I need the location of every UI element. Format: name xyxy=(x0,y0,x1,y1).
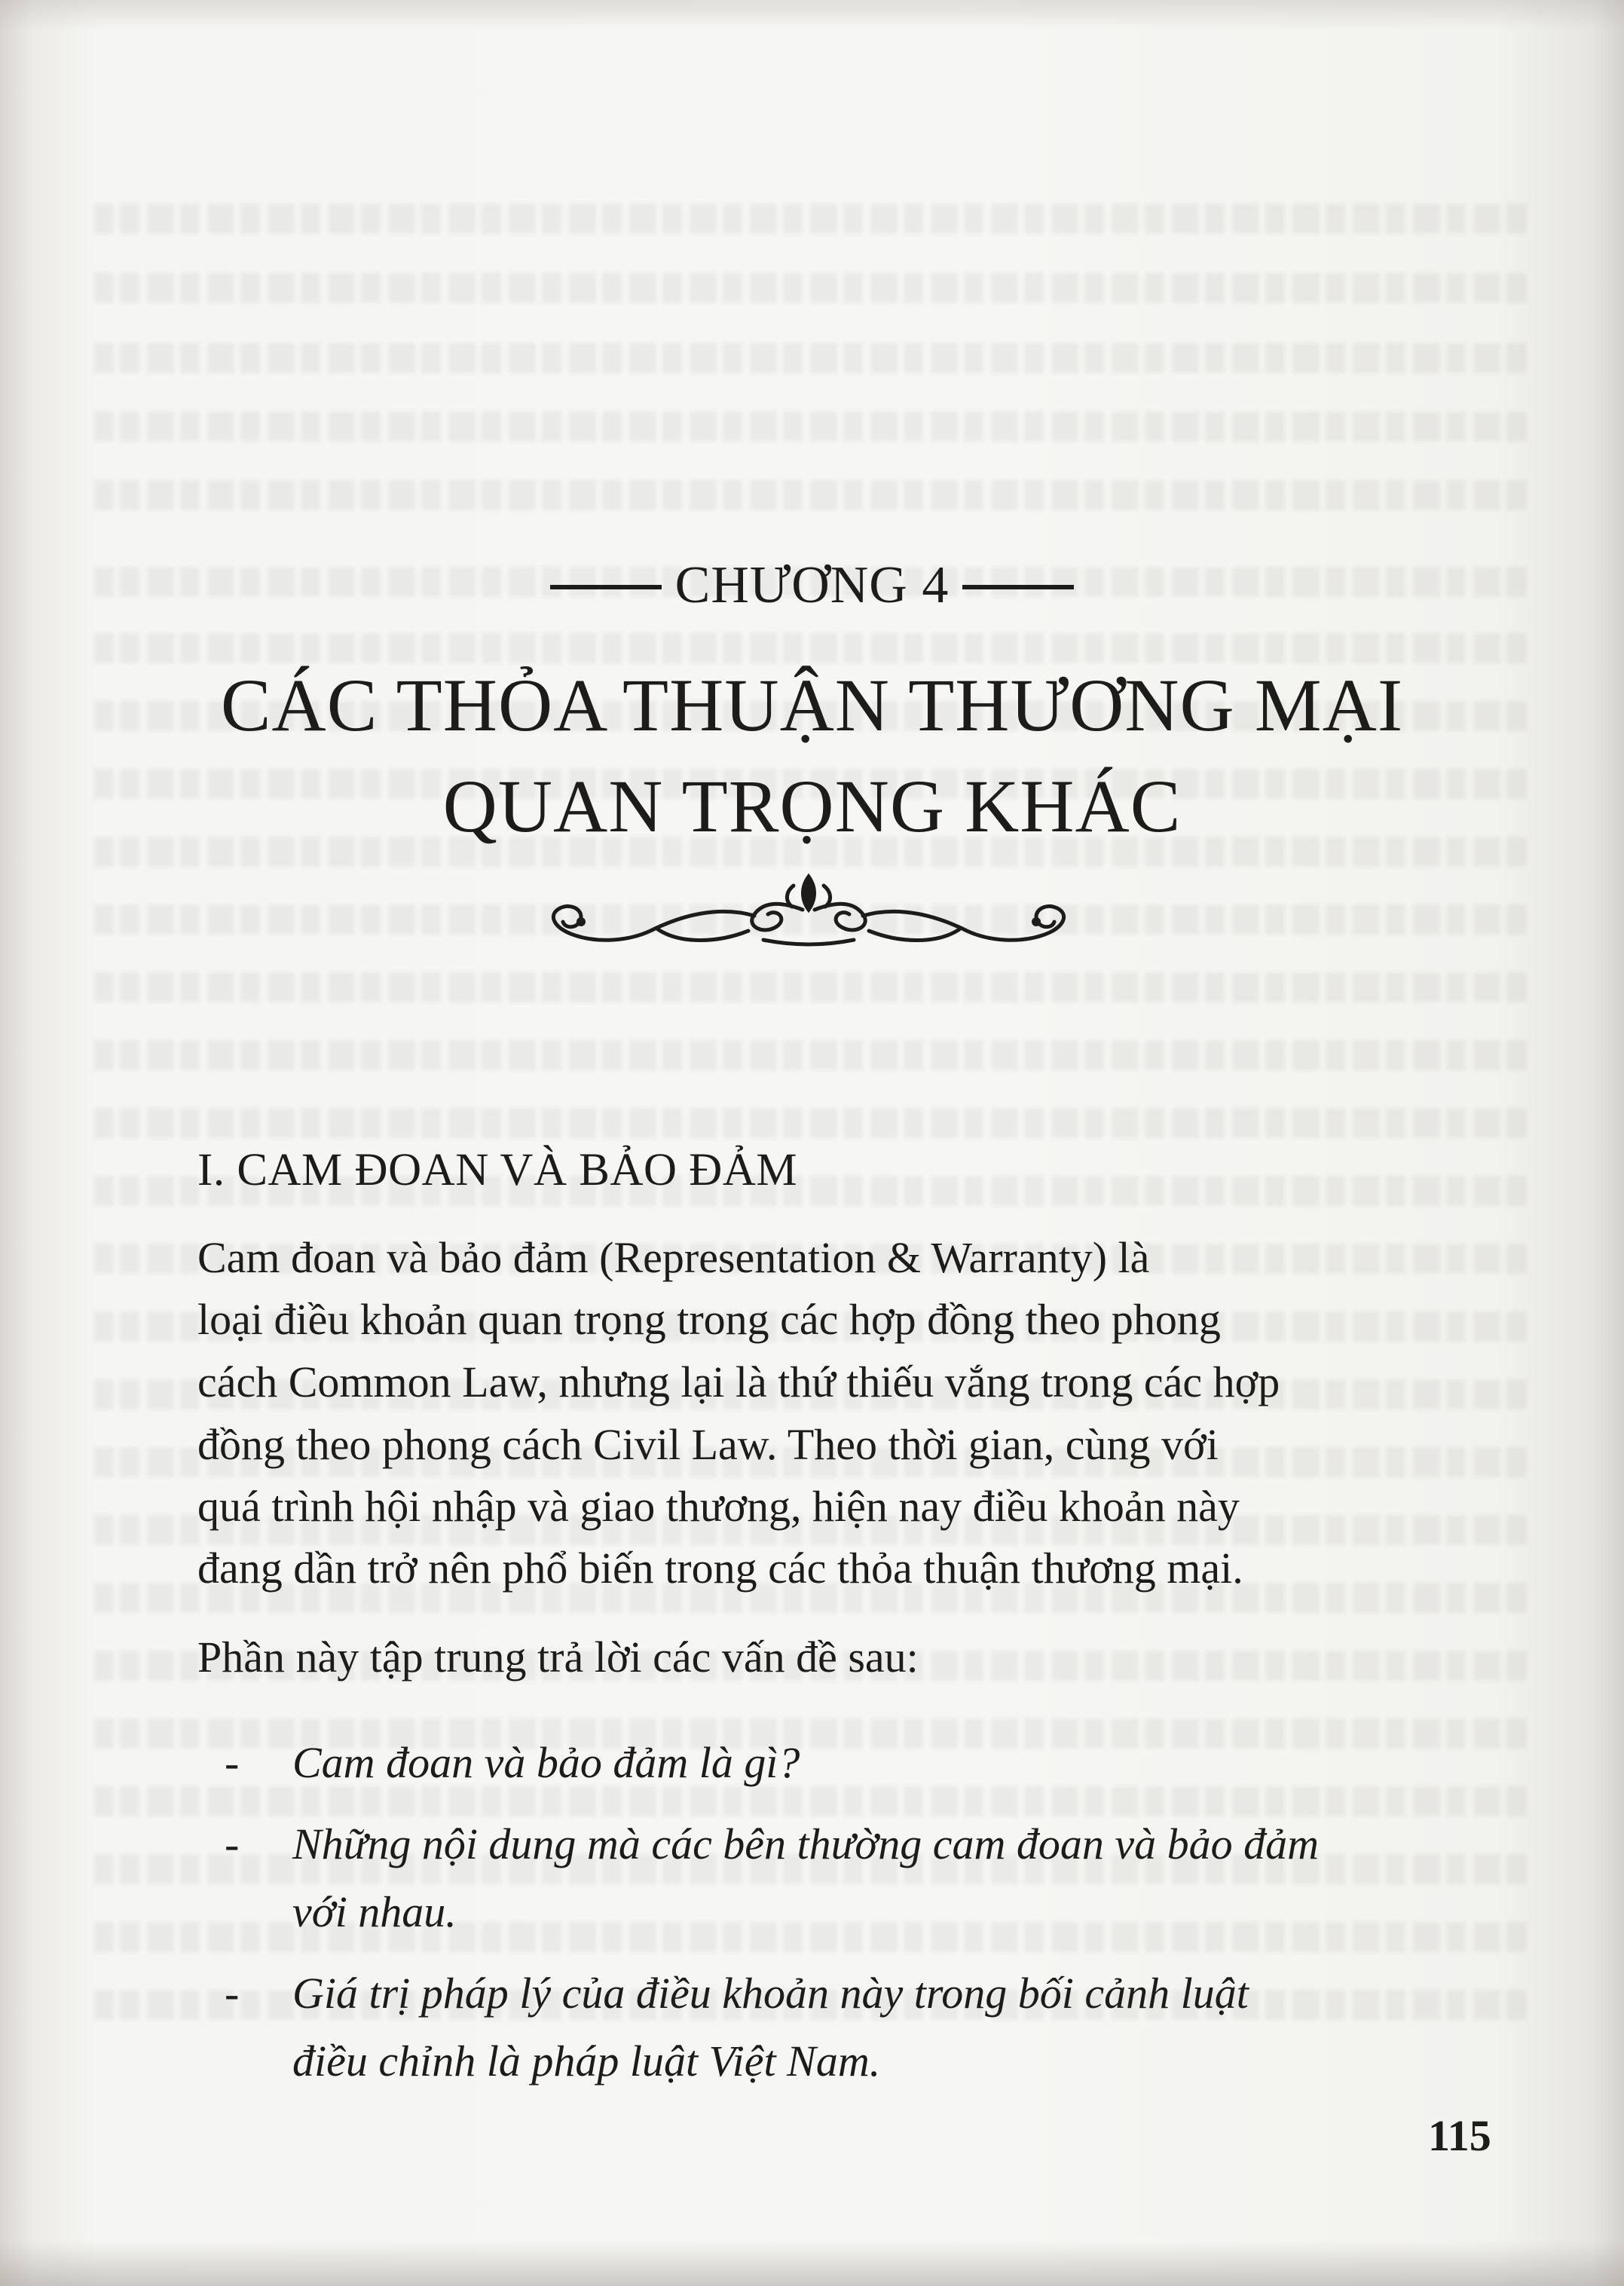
chapter-title-line-1: CÁC THỎA THUẬN THƯƠNG MẠI xyxy=(220,663,1404,747)
bullet-marker-2: - xyxy=(225,1819,240,1868)
page-number: 115 xyxy=(1428,2111,1491,2160)
scroll-flourish-icon xyxy=(537,871,1080,953)
section-heading: I. CAM ĐOAN VÀ BẢO ĐẢM xyxy=(197,1145,798,1195)
paragraph-1-line-6: đang dần trở nên phổ biến trong các thỏa thuận thương mại. xyxy=(197,1544,1243,1593)
paragraph-1-line-3: cách Common Law, nhưng lại là thứ thiếu vắng trong các hợp xyxy=(197,1357,1280,1406)
bullet-2-line-2: với nhau. xyxy=(292,1887,457,1936)
bullet-marker-3: - xyxy=(225,1969,240,2018)
page-bottom-shadow xyxy=(0,2241,1624,2286)
page-top-shadow xyxy=(0,0,1624,30)
chapter-title-line-2: QUAN TRỌNG KHÁC xyxy=(442,764,1182,848)
chapter-rule-right xyxy=(962,585,1074,589)
bullet-3-line-1: Giá trị pháp lý của điều khoản này trong bối cảnh luật xyxy=(292,1969,1249,2018)
bullet-marker-1: - xyxy=(225,1738,240,1787)
bullet-3-line-2: điều chỉnh là pháp luật Việt Nam. xyxy=(292,2037,881,2086)
bullet-2-line-1: Những nội dung mà các bên thường cam đoan và bảo đảm xyxy=(292,1819,1320,1868)
paragraph-2: Phần này tập trung trả lời các vấn đề sau: xyxy=(197,1633,919,1682)
paragraph-1-line-2: loại điều khoản quan trọng trong các hợp đồng theo phong xyxy=(197,1295,1221,1344)
chapter-label-text: CHƯƠNG 4 xyxy=(674,556,950,614)
paragraph-1-line-4: đồng theo phong cách Civil Law. Theo thời gian, cùng với xyxy=(197,1420,1219,1469)
paragraph-1-line-1: Cam đoan và bảo đảm (Representation & Warranty) là xyxy=(197,1233,1150,1282)
paragraph-1-line-5: quá trình hội nhập và giao thương, hiện nay điều khoản này xyxy=(197,1482,1240,1531)
chapter-label xyxy=(0,555,1624,616)
bullet-1-line-1: Cam đoan và bảo đảm là gì? xyxy=(292,1738,800,1787)
chapter-rule-left xyxy=(550,585,662,589)
